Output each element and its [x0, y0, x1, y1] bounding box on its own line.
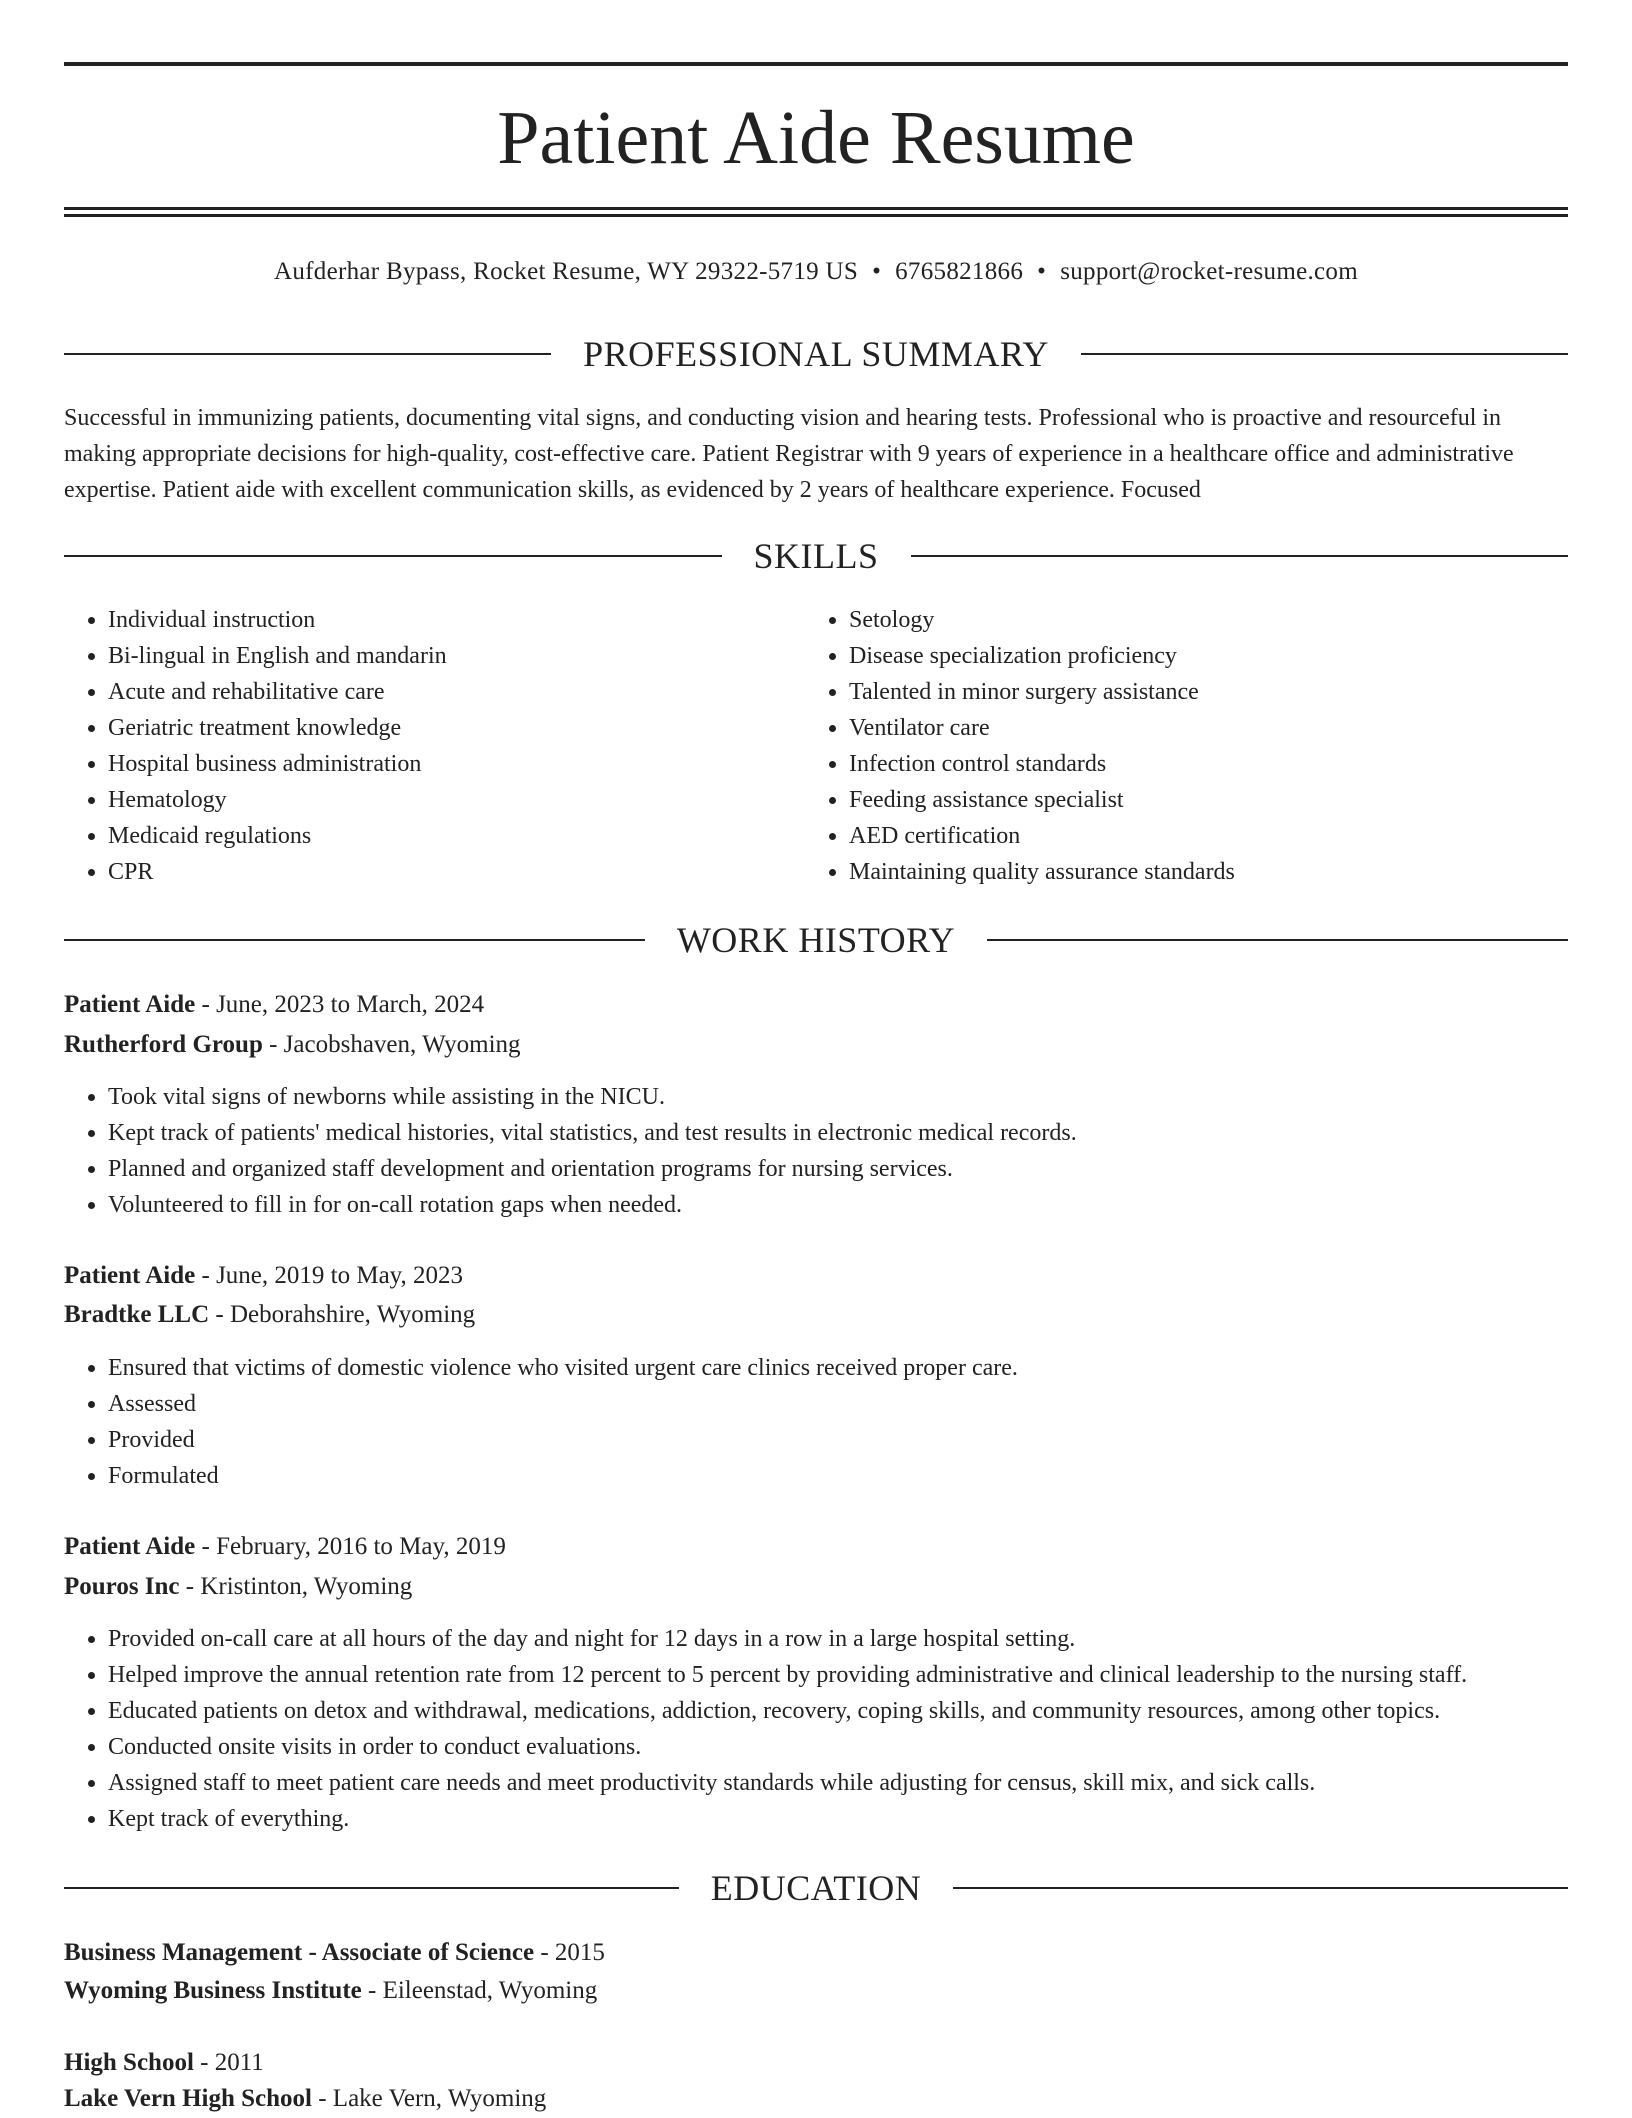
divider [1081, 353, 1568, 355]
job-dates: - June, 2023 to March, 2024 [195, 991, 485, 1018]
job-title: Patient Aide [64, 1262, 196, 1289]
section-title: EDUCATION [710, 1868, 922, 1908]
job-bullet: • Volunteered to fill in for on-call rotation gaps when needed. [108, 1187, 1568, 1223]
skill-item: • Medicaid regulations [108, 818, 804, 854]
section-title: SKILLS [753, 536, 879, 576]
job-bullets [64, 1079, 1568, 1223]
skill-item: • Hospital business administration [108, 746, 804, 782]
skill-item: • Setology [849, 602, 1565, 638]
job-bullet: • Conducted onsite visits in order to conduct evaluations. [108, 1729, 1568, 1765]
section-header-skills [64, 532, 1568, 580]
skill-item: • Ventilator care [849, 710, 1565, 746]
job-title-line [64, 986, 484, 1024]
skill-item: • AED certification [849, 818, 1565, 854]
job-bullets [64, 1350, 1568, 1494]
divider [64, 353, 551, 355]
job-bullet: • Assessed [108, 1386, 1568, 1422]
education-year: - 2015 [534, 1939, 605, 1966]
section-header-education [64, 1864, 1568, 1912]
summary-text: Successful in immunizing patients, documenting vital signs, and conducting vision and hearing tests. Professional who is proactive and resourceful in making appropriate decisions for high-quality, cost-effective care. Patient Registrar with 9 years of experience in a healthcare office and administrative expertise. Patient aide with excellent communication skills, as evidenced by 2 years of healthcare experience. Focused [64, 405, 1514, 503]
skill-item: • Acute and rehabilitative care [108, 674, 804, 710]
job-location: - Jacobshaven, Wyoming [262, 1031, 521, 1058]
divider [64, 939, 645, 941]
skill-item: • CPR [108, 854, 804, 890]
contact-address: Aufderhar Bypass, Rocket Resume, WY 29322-5719 US [274, 258, 859, 285]
skill-item: • Disease specialization proficiency [849, 638, 1565, 674]
skill-item: • Infection control standards [849, 746, 1565, 782]
job-bullet: • Formulated [108, 1458, 1568, 1494]
skill-item: • Talented in minor surgery assistance [849, 674, 1565, 710]
job-bullet: • Kept track of patients' medical histories, vital statistics, and test results in electronic medical records. [108, 1115, 1568, 1151]
skill-item: • Bi-lingual in English and mandarin [108, 638, 804, 674]
skills-column-right [805, 602, 1565, 890]
divider [987, 939, 1568, 941]
job-company-line [64, 1026, 521, 1064]
education-degree-line [64, 2044, 264, 2082]
education-degree: Business Management - Associate of Science [64, 1939, 535, 1966]
job-title-line [64, 1528, 506, 1566]
job-bullets [64, 1621, 1568, 1837]
skill-item: • Individual instruction [108, 602, 804, 638]
education-year: - 2011 [193, 2049, 264, 2076]
job-bullet: • Helped improve the annual retention rate from 12 percent to 5 percent by providing administrative and clinical leadership to the nursing staff. [108, 1657, 1568, 1693]
section-header-summary [64, 330, 1568, 378]
job-location: - Kristinton, Wyoming [179, 1573, 413, 1600]
job-company: Pouros Inc [64, 1573, 180, 1600]
job-bullet: • Assigned staff to meet patient care needs and meet productivity standards while adjusting for census, skill mix, and sick calls. [108, 1765, 1568, 1801]
header-rule-2 [64, 214, 1568, 217]
job-dates: - February, 2016 to May, 2019 [195, 1533, 506, 1560]
contact-separator: • [1037, 258, 1047, 285]
section-title: PROFESSIONAL SUMMARY [583, 334, 1049, 374]
job-bullet: • Took vital signs of newborns while assisting in the NICU. [108, 1079, 1568, 1115]
education-school-line [64, 2080, 546, 2118]
skill-item: • Maintaining quality assurance standards [849, 854, 1565, 890]
job-bullet: • Planned and organized staff development and orientation programs for nursing services. [108, 1151, 1568, 1187]
job-title-line [64, 1257, 463, 1295]
education-school: Lake Vern High School [64, 2085, 312, 2112]
job-location: - Deborahshire, Wyoming [209, 1301, 476, 1328]
job-title: Patient Aide [64, 1533, 196, 1560]
page-title: Patient Aide Resume [497, 96, 1135, 180]
education-degree: High School [64, 2049, 194, 2076]
education-school: Wyoming Business Institute [64, 1977, 362, 2004]
contact-email[interactable]: support@rocket-resume.com [1060, 258, 1358, 285]
job-bullet: • Provided [108, 1422, 1568, 1458]
education-location: - Eileenstad, Wyoming [361, 1977, 598, 2004]
job-title: Patient Aide [64, 991, 196, 1018]
job-company: Rutherford Group [64, 1031, 263, 1058]
education-school-line [64, 1972, 597, 2010]
job-company: Bradtke LLC [64, 1301, 210, 1328]
contact-phone: 6765821866 [895, 258, 1024, 285]
contact-separator: • [872, 258, 882, 285]
skill-item: • Geriatric treatment knowledge [108, 710, 804, 746]
job-bullet: • Kept track of everything. [108, 1801, 1568, 1837]
skills-column-left [64, 602, 804, 890]
job-bullet: • Educated patients on detox and withdrawal, medications, addiction, recovery, coping skills, and community resources, among other topics. [108, 1693, 1568, 1729]
job-company-line [64, 1296, 475, 1334]
job-bullet: • Provided on-call care at all hours of the day and night for 12 days in a row in a large hospital setting. [108, 1621, 1568, 1657]
education-degree-line [64, 1934, 605, 1972]
divider [953, 1887, 1568, 1889]
job-company-line [64, 1568, 412, 1606]
contact-line [0, 254, 1632, 290]
header-rule-1 [64, 207, 1568, 210]
divider [64, 555, 722, 557]
header-top-rule [64, 62, 1568, 66]
job-bullet: • Ensured that victims of domestic violence who visited urgent care clinics received proper care. [108, 1350, 1568, 1386]
education-location: - Lake Vern, Wyoming [311, 2085, 547, 2112]
divider [911, 555, 1569, 557]
skill-item: • Feeding assistance specialist [849, 782, 1565, 818]
section-title: WORK HISTORY [676, 920, 956, 960]
section-header-work [64, 916, 1568, 964]
job-dates: - June, 2019 to May, 2023 [195, 1262, 464, 1289]
skill-item: • Hematology [108, 782, 804, 818]
divider [64, 1887, 679, 1889]
